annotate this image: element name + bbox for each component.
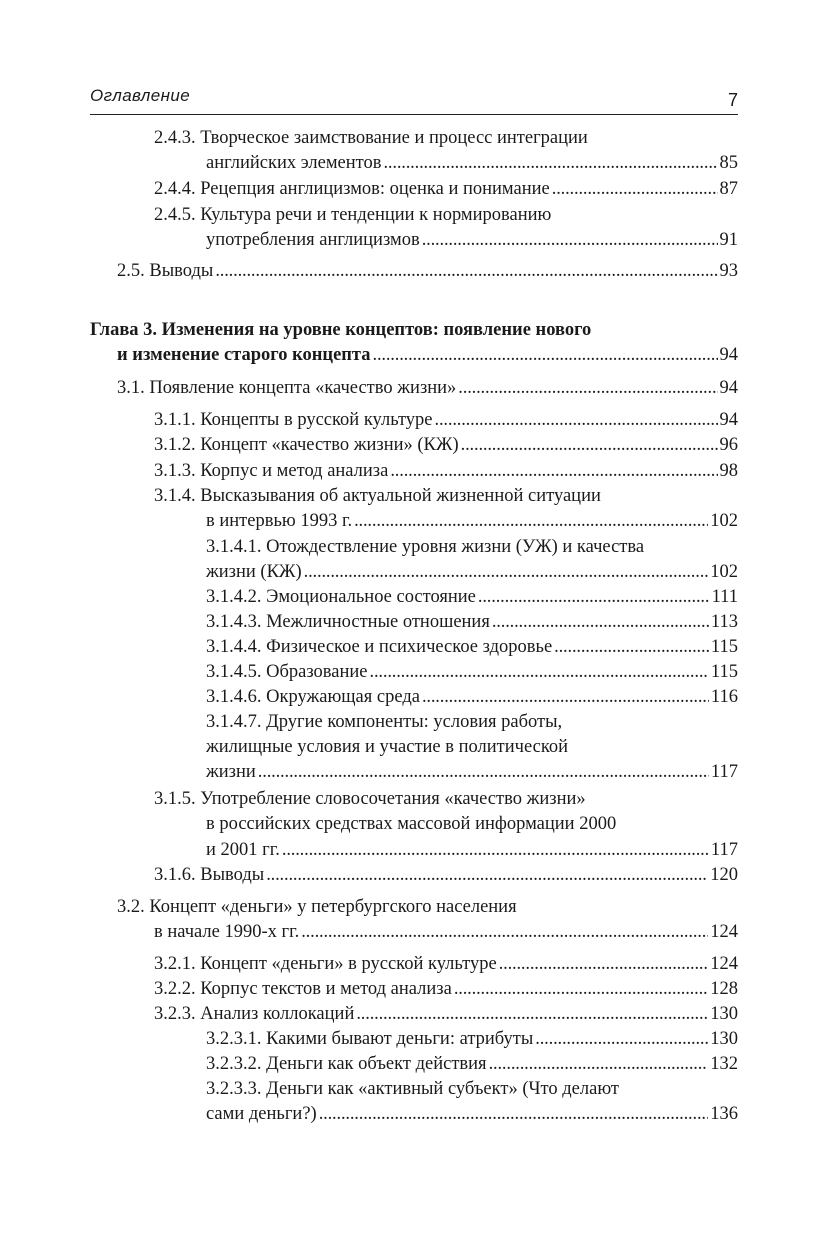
toc-entry[interactable]	[154, 459, 738, 484]
toc-entry-page: 130	[710, 1029, 738, 1049]
toc-entry-text: 3.1.4.2. Эмоциональное состояние	[206, 587, 476, 607]
leader-dots	[373, 343, 718, 368]
toc-line: в российских средствах массовой информации 2000	[206, 814, 617, 834]
leader-dots	[552, 177, 718, 202]
toc-entry-text: 3.2.2. Корпус текстов и метод анализа	[154, 979, 452, 999]
toc-entry-text: английских элементов	[206, 153, 382, 173]
toc-entry[interactable]	[206, 509, 738, 534]
leader-dots	[489, 1052, 709, 1077]
leader-dots	[319, 1102, 709, 1127]
toc-entry-text: и изменение старого концепта	[117, 345, 371, 365]
toc-entry[interactable]	[154, 433, 738, 458]
toc-line: жилищные условия и участие в политической	[206, 737, 569, 757]
toc-entry-text: и 2001 гг.	[206, 840, 280, 860]
toc-entry-text: 3.1. Появление концепта «качество жизни»	[117, 378, 457, 398]
toc-entry-text: 3.1.2. Концепт «качество жизни» (КЖ)	[154, 435, 459, 455]
leader-dots	[258, 760, 709, 785]
toc-entry-page: 98	[719, 461, 738, 481]
toc-entry[interactable]	[206, 660, 738, 685]
toc-line: 3.2. Концепт «деньги» у петербургского населения	[117, 897, 517, 917]
toc-entry-text: 3.1.4.3. Межличностные отношения	[206, 612, 490, 632]
toc-entry[interactable]	[117, 376, 738, 401]
toc-entry-page: 124	[710, 922, 738, 942]
toc-entry-text: в начале 1990-х гг.	[154, 922, 300, 942]
toc-entry-page: 132	[710, 1054, 738, 1074]
toc-entry[interactable]	[206, 1027, 738, 1052]
toc-entry-text: 3.2.3. Анализ коллокаций	[154, 1004, 355, 1024]
leader-dots	[301, 920, 708, 945]
leader-dots	[266, 863, 708, 888]
toc-entry-page: 116	[710, 687, 738, 707]
toc-line: 3.2.3.3. Деньги как «активный субъект» (Что делают	[206, 1079, 619, 1099]
toc-entry-page: 94	[719, 345, 738, 365]
toc-line: 2.4.3. Творческое заимствование и процесс интеграции	[154, 128, 588, 148]
toc-entry[interactable]	[206, 685, 738, 710]
leader-dots	[304, 560, 709, 585]
toc-entry-text: 2.5. Выводы	[117, 261, 214, 281]
toc-entry[interactable]	[206, 151, 738, 176]
toc-entry-page: 94	[719, 378, 738, 398]
toc-entry-page: 102	[710, 511, 738, 531]
leader-dots	[492, 610, 709, 635]
leader-dots	[458, 376, 717, 401]
toc-entry-page: 111	[711, 587, 738, 607]
toc-entry-page: 120	[710, 865, 738, 885]
toc-entry-page: 124	[710, 954, 738, 974]
leader-dots	[435, 408, 718, 433]
toc-entry-text: жизни	[206, 762, 256, 782]
toc-entry-text: 3.1.4.4. Физическое и психическое здоровье	[206, 637, 553, 657]
toc-entry-text: 3.2.3.1. Какими бывают деньги: атрибуты	[206, 1029, 534, 1049]
toc-entry[interactable]	[154, 920, 738, 945]
toc-entry-text: 3.1.1. Концепты в русской культуре	[154, 410, 433, 430]
leader-dots	[461, 433, 718, 458]
leader-dots	[215, 259, 717, 284]
toc-entry[interactable]	[206, 560, 738, 585]
leader-dots	[282, 838, 709, 863]
toc-entry[interactable]	[117, 343, 738, 368]
running-title: Оглавление	[90, 86, 191, 105]
leader-dots	[370, 660, 709, 685]
toc-entry-page: 115	[710, 637, 738, 657]
toc-entry-text: 3.1.6. Выводы	[154, 865, 265, 885]
toc-entry[interactable]	[206, 635, 738, 660]
toc-entry[interactable]	[206, 1052, 738, 1077]
leader-dots	[356, 1002, 708, 1027]
leader-dots	[383, 151, 717, 176]
toc-entry-text: 2.4.4. Рецепция англицизмов: оценка и понимание	[154, 179, 550, 199]
toc-entry-text: 3.1.4.6. Окружающая среда	[206, 687, 420, 707]
toc-entry[interactable]	[206, 838, 738, 863]
toc-line: 3.1.4.7. Другие компоненты: условия работы,	[206, 712, 563, 732]
toc-entry-page: 96	[719, 435, 738, 455]
toc-entry[interactable]	[206, 585, 738, 610]
toc-entry-page: 93	[719, 261, 738, 281]
leader-dots	[499, 952, 709, 977]
leader-dots	[554, 635, 709, 660]
toc-line: 3.1.4.1. Отождествление уровня жизни (УЖ) и качества	[206, 537, 645, 557]
leader-dots	[422, 228, 718, 253]
toc-entry[interactable]	[206, 228, 738, 253]
toc-entry-page: 85	[719, 153, 738, 173]
toc-entry-page: 113	[710, 612, 738, 632]
toc-entry-text: 3.2.1. Концепт «деньги» в русской культуре	[154, 954, 497, 974]
toc-entry-text: 3.1.4.5. Образование	[206, 662, 368, 682]
toc-entry-text: 3.2.3.2. Деньги как объект действия	[206, 1054, 487, 1074]
leader-dots	[390, 459, 717, 484]
toc-entry-page: 94	[719, 410, 738, 430]
chapter-heading: Глава 3. Изменения на уровне концептов: появление нового	[90, 320, 592, 340]
toc-entry-page: 136	[710, 1104, 738, 1124]
toc-line: 2.4.5. Культура речи и тенденции к нормированию	[154, 205, 552, 225]
leader-dots	[422, 685, 709, 710]
running-head	[90, 86, 738, 115]
leader-dots	[478, 585, 710, 610]
toc-entry[interactable]	[154, 863, 738, 888]
toc-entry-page: 117	[710, 840, 738, 860]
leader-dots	[535, 1027, 708, 1052]
toc-entry-text: в интервью 1993 г.	[206, 511, 353, 531]
toc-entry[interactable]	[206, 1102, 738, 1127]
toc-entry[interactable]	[154, 1002, 738, 1027]
toc-entry-page: 115	[710, 662, 738, 682]
toc-entry-text: 3.1.3. Корпус и метод анализа	[154, 461, 389, 481]
page-number: 7	[727, 90, 738, 110]
toc-entry[interactable]	[154, 177, 738, 202]
toc-entry-text: употребления англицизмов	[206, 230, 420, 250]
leader-dots	[354, 509, 708, 534]
toc-entry-page: 91	[719, 230, 738, 250]
toc-entry[interactable]	[154, 952, 738, 977]
toc-entry[interactable]	[154, 977, 738, 1002]
toc-entry[interactable]	[206, 610, 738, 635]
toc-line: 3.1.5. Употребление словосочетания «качество жизни»	[154, 789, 586, 809]
toc-entry-page: 117	[710, 762, 738, 782]
toc-line: 3.1.4. Высказывания об актуальной жизненной ситуации	[154, 486, 601, 506]
toc-entry-page: 130	[710, 1004, 738, 1024]
toc-entry[interactable]	[206, 760, 738, 785]
toc-entry-page: 128	[710, 979, 738, 999]
leader-dots	[454, 977, 708, 1002]
toc-entry-text: сами деньги?)	[206, 1104, 317, 1124]
toc-entry-text: жизни (КЖ)	[206, 562, 302, 582]
toc-entry[interactable]	[117, 259, 738, 284]
toc-entry[interactable]	[154, 408, 738, 433]
toc-entry-page: 87	[719, 179, 738, 199]
toc-entry-page: 102	[710, 562, 738, 582]
